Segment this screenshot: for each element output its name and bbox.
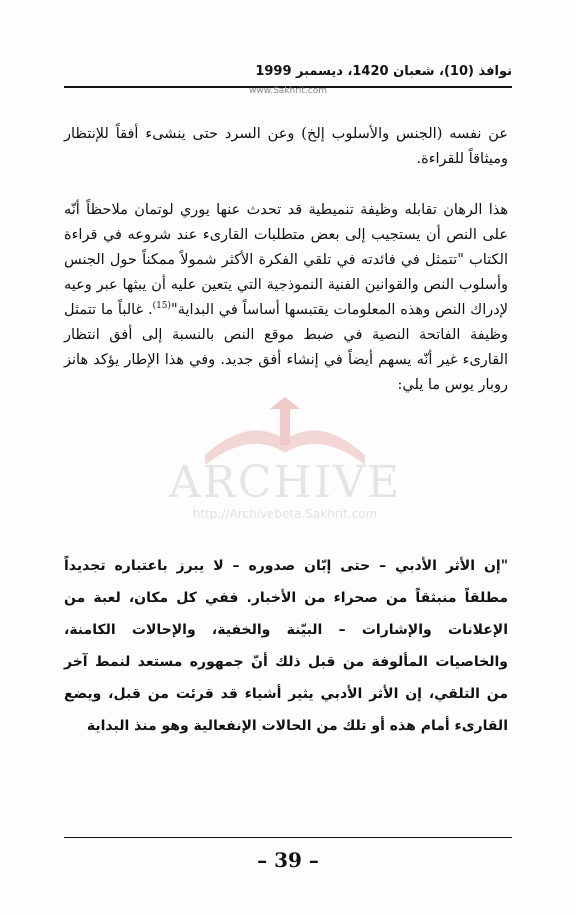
paragraph-1-text: عن نفسه (الجنس والأسلوب إلخ) وعن السرد حتى ينشىء أفقاً للإنتظار وميثاقاً للقراءة. [64, 126, 508, 167]
running-header: نوافذ (10)، شعبان 1420، ديسمبر 1999 [255, 64, 512, 79]
block-quote [64, 550, 508, 742]
footer-rule [64, 837, 512, 838]
paragraph-1 [64, 122, 508, 172]
footnote-reference: (15) [152, 301, 172, 312]
paragraph-2-part-a: هذا الرهان تقابله وظيفة تنميطية قد تحدث عنها يوري لوتمان ملاحظاً أنّه على النص أن يستجيب إلى بعض متطلبات القارىء عند شروعه في قراءة الكتاب "تتمثل في فائدته في تلقي الفكرة الأكثر شمولاً ممكناً حول الجنس وأسلوب النص والقوانين الفنية النموذجية التي يتعين عليه أن يبثها عبر وعيه لإدراك النص وهذه المعلومات يقتبسها أساساً في البداية" [64, 202, 508, 318]
block-quote-text: "إن الأثر الأدبي – حتى إبّان صدوره – لا يبرز باعتباره تجديداً مطلقاً منبثقاً من صحراء من الأخبار. ففي كل مكان، لعبة من الإعلانات والإشارات – البيّنة والخفية، والإحالات الكامنة، والخاصيات المألوفة من قبل ذلك أنّ جمهوره مستعد لنمط آخر من التلقي، إن الأثر الأدبي يثير أشياء قد قرئت من قبل، ويضع القارىء أمام هذه أو تلك من الحالات الإنفعالية وهو منذ البداية [64, 558, 508, 734]
site-url: www.Sakhrit.com [248, 86, 328, 96]
archive-watermark [150, 395, 420, 545]
book-logo-icon [150, 395, 420, 475]
paragraph-2-part-b: . غالباً ما تتمثل وظيفة الفاتحة النصية في ضبط موقع النص بالنسبة إلى أفق انتظار القارىء غير أنّه يسهم أيضاً في إنشاء أفق جديد. وفي هذا الإطار يؤكد هانز روبار يوس ما يلي: [64, 302, 508, 393]
watermark-text: ARCHIVE [168, 457, 402, 508]
paragraph-2 [64, 198, 508, 398]
page-number: – 39 – [257, 848, 319, 872]
paragraph-2-text [64, 198, 508, 398]
watermark-url: http://Archivebeta.Sakhrit.com [192, 507, 378, 521]
